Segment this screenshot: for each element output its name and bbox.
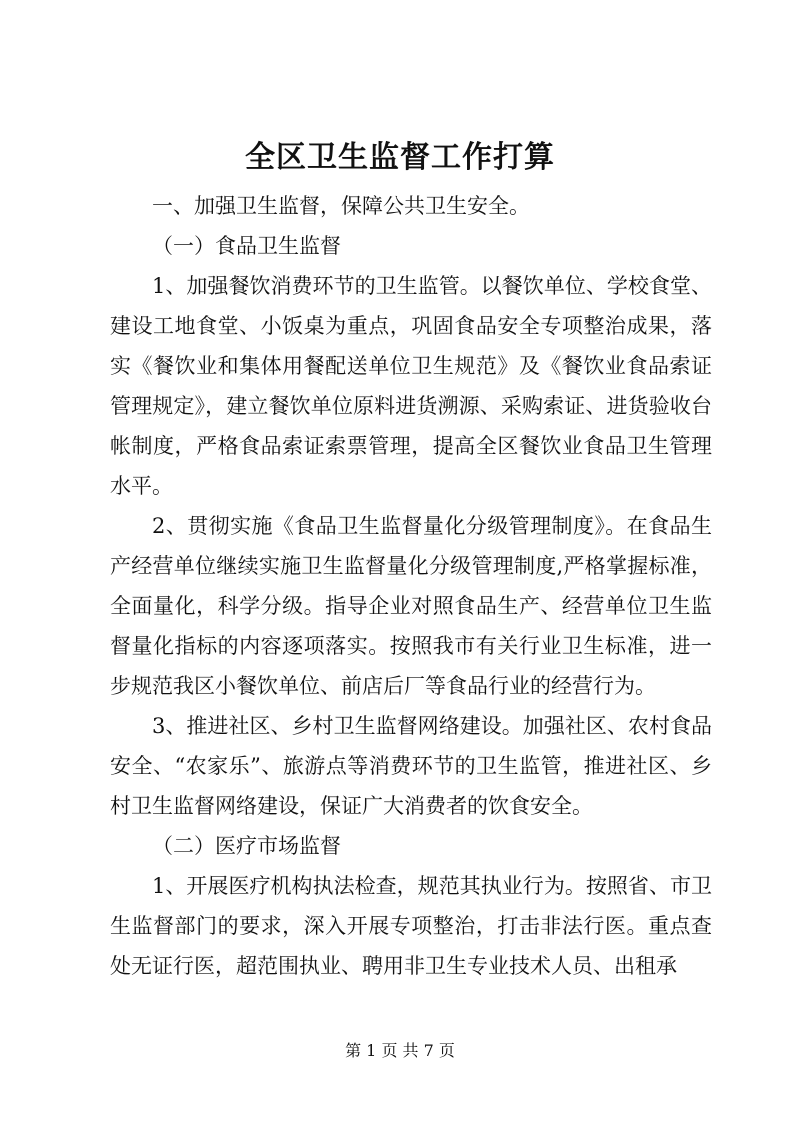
page-number-footer: 第 1 页 共 7 页 xyxy=(345,1041,455,1060)
body-paragraph: 3、推进社区、乡村卫生监督网络建设。加强社区、农村食品安全、“农家乐”、旅游点等消费环节的卫生监管，推进社区、乡村卫生监督网络建设，保证广大消费者的饮食安全。 xyxy=(110,714,712,818)
subsection-heading: （一）食品卫生监督 xyxy=(152,234,341,258)
subsection-heading: （二）医疗市场监督 xyxy=(152,834,341,858)
body-paragraph: 2、贯彻实施《食品卫生监督量化分级管理制度》。在食品生产经营单位继续实施卫生监督量化分级管理制度,严格掌握标准，全面量化，科学分级。指导企业对照食品生产、经营单位卫生监督量化指标的内容逐项落实。按照我市有关行业卫生标准，进一步规范我区小餐饮单位、前店后厂等食品行业的经营行为。 xyxy=(110,514,712,698)
document-body xyxy=(110,186,712,986)
document-title: 全区卫生监督工作打算 xyxy=(245,140,555,175)
body-paragraph: 1、开展医疗机构执法检查，规范其执业行为。按照省、市卫生监督部门的要求，深入开展专项整治，打击非法行医。重点查处无证行医，超范围执业、聘用非卫生专业技术人员、出租承 xyxy=(110,874,712,978)
body-paragraph: 1、加强餐饮消费环节的卫生监管。以餐饮单位、学校食堂、建设工地食堂、小饭桌为重点，巩固食品安全专项整治成果，落实《餐饮业和集体用餐配送单位卫生规范》及《餐饮业食品索证管理规定》，建立餐饮单位原料进货溯源、采购索证、进货验收台帐制度，严格食品索证索票管理，提高全区餐饮业食品卫生管理水平。 xyxy=(110,274,712,498)
section-heading: 一、加强卫生监督，保障公共卫生安全。 xyxy=(152,194,530,218)
